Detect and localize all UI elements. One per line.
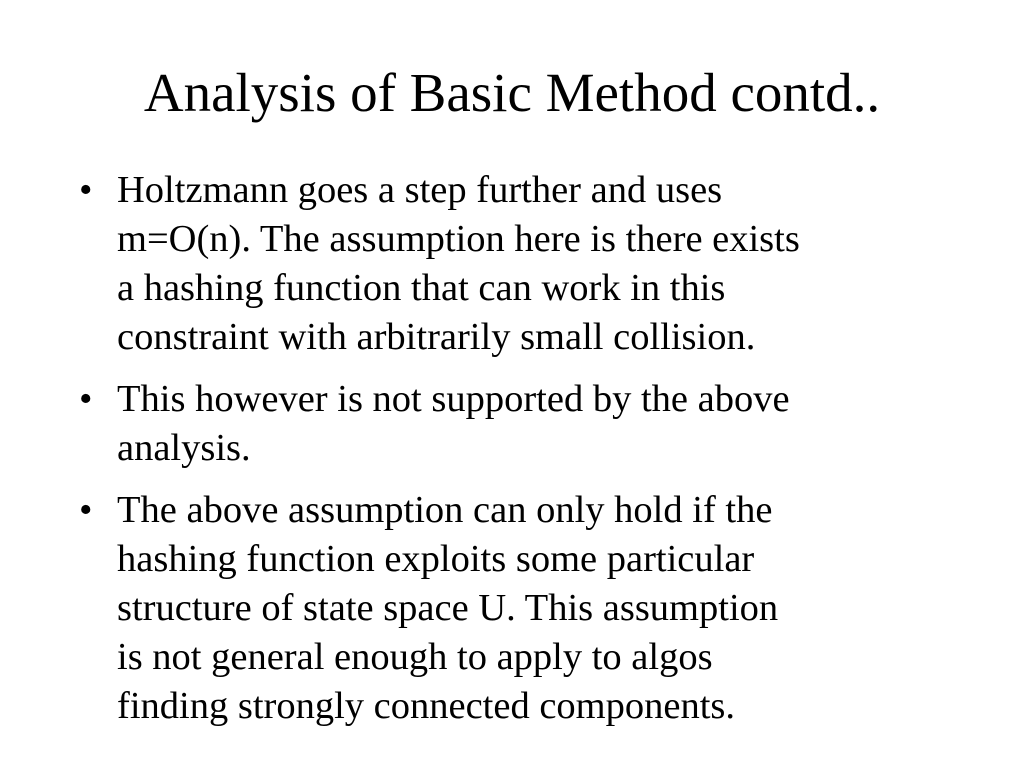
bullet-item-1 [77, 166, 957, 362]
bullet-list [77, 166, 957, 744]
bullet-line: The above assumption can only hold if the [117, 489, 773, 531]
bullet-line: Holtzmann goes a step further and uses [117, 169, 723, 211]
bullet-line: m=O(n). The assumption here is there exists [117, 218, 800, 260]
bullet-line: a hashing function that can work in this [117, 267, 726, 309]
bullet-line: analysis. [117, 427, 251, 469]
bullet-line: hashing function exploits some particular [117, 538, 755, 580]
bullet-item-3 [77, 486, 957, 731]
bullet-line: is not general enough to apply to algos [117, 636, 713, 678]
bullet-item-2 [77, 375, 957, 473]
bullet-line: This however is not supported by the above [117, 378, 790, 420]
bullet-line: finding strongly connected components. [117, 685, 736, 727]
bullet-icon: • [79, 378, 93, 420]
bullet-icon: • [79, 169, 93, 211]
slide-title: Analysis of Basic Method contd.. [143, 62, 881, 123]
bullet-icon: • [79, 489, 93, 531]
bullet-line: constraint with arbitrarily small collision. [117, 316, 756, 358]
bullet-line: structure of state space U. This assumption [117, 587, 779, 629]
